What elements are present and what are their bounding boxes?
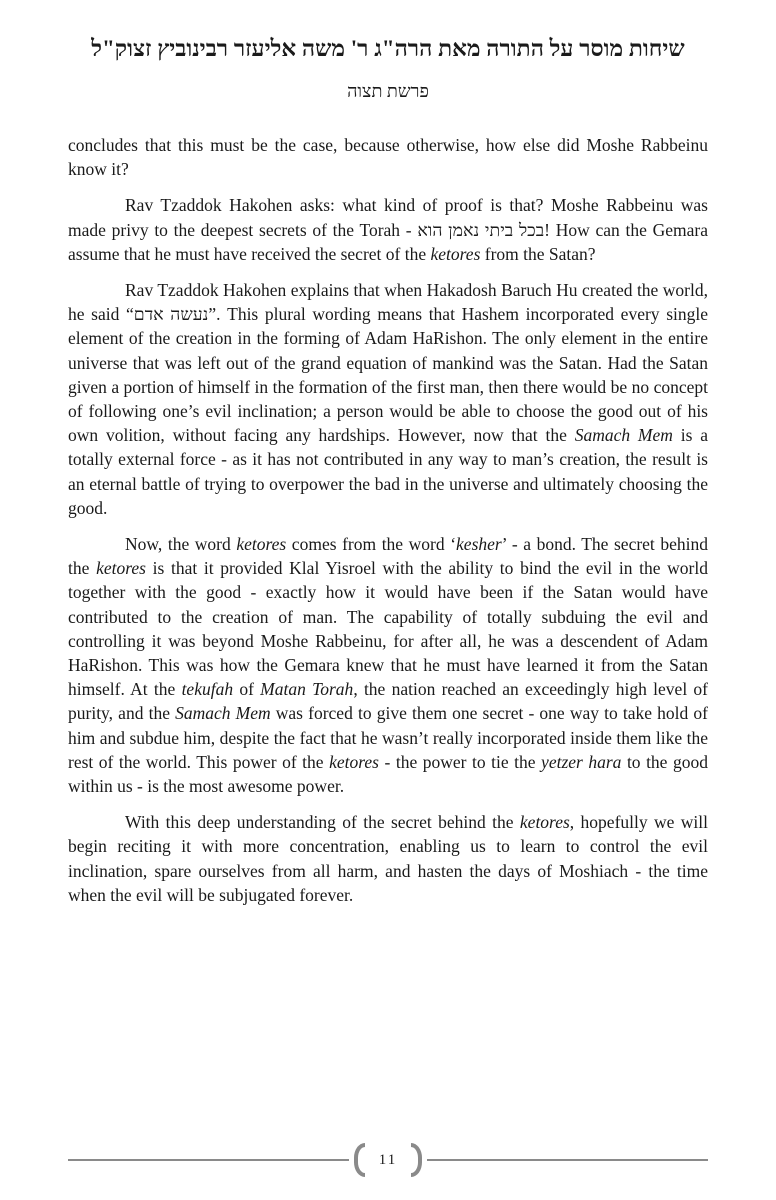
page-number-bracket-right-icon xyxy=(411,1143,422,1177)
paragraph: Now, the word ketores comes from the word ‘kesher’ - a bond. The secret behind the ketores is that it provided Klal Yisroel with the ability to bind the evil in the world together with the good - exactly how it would have been if the Satan would have contributed to the creation of man. The capability of totally subduing the evil and controlling it was beyond Moshe Rabbeinu, for after all, he was a descendent of Adam HaRishon. This was how the Gemara knew that he must have learned it from the Satan himself. At the tekufah of Matan Torah, the nation reached an exceedingly high level of purity, and the Samach Mem was forced to give them one secret - one way to take hold of him and subdue him, despite the fact that he wasn’t really incorporated inside them like the rest of the world. This power of the ketores - the power to tie the yetzer hara to the good within us - is the most awesome power. xyxy=(68,534,709,797)
page-header xyxy=(0,0,776,103)
body-text xyxy=(68,133,708,907)
page-number: 11 xyxy=(378,1151,398,1168)
paragraph: Rav Tzaddok Hakohen asks: what kind of proof is that? Moshe Rabbeinu was made privy to the deepest secrets of the Torah - בכל ביתי נאמן הוא! How can the Gemara assume that he must have received the secret of the ketores from the Satan? xyxy=(68,195,709,264)
page-number-bracket-left-icon xyxy=(354,1143,365,1177)
paragraph: With this deep understanding of the secret behind the ketores, hopefully we will begin reciting it with more concentration, enabling us to learn to control the evil inclination, spare ourselves from all harm, and hasten the days of Moshiach - the time when the evil will be subjugated forever. xyxy=(68,812,708,905)
paragraph: concludes that this must be the case, because otherwise, how else did Moshe Rabbeinu know it? xyxy=(68,135,708,180)
footer-rule-left xyxy=(68,1159,349,1161)
footer-rule-right xyxy=(427,1159,708,1161)
page-subtitle-hebrew: פרשת תצוה xyxy=(347,81,429,101)
paragraph: Rav Tzaddok Hakohen explains that when Hakadosh Baruch Hu created the world, he said “נעשה אדם”. This plural wording means that Hashem incorporated every single element of the creation in the forming of Adam HaRishon. The only element in the entire universe that was left out of the grand equation of mankind was the Satan. Had the Satan given a portion of himself in the formation of the first man, then there would be no concept of following one’s evil inclination; a person would be able to choose the good out of his own volition, without facing any hardships. However, now that the Samach Mem is a totally external force - as it has not contributed in any way to man’s creation, the result is an eternal battle of trying to overpower the bad in the universe and ultimately choosing the good. xyxy=(68,280,708,518)
page-title-hebrew: שיחות מוסר על התורה מאת הרה"ג ר' משה אליעזר רבינוביץ זצוק"ל xyxy=(91,36,685,61)
page-footer xyxy=(68,1138,708,1182)
